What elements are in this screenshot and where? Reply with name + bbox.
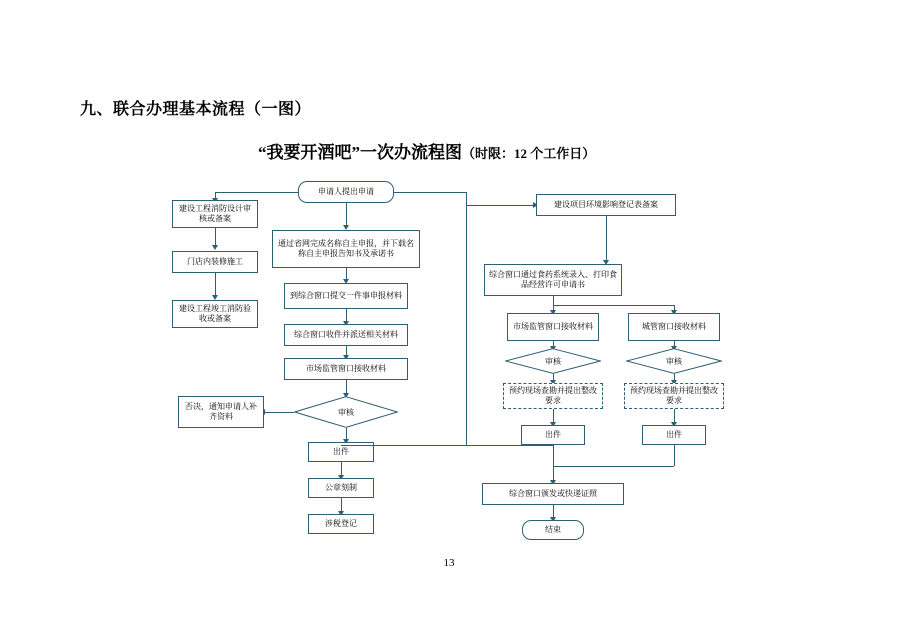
edge-apply-to-name-declaration bbox=[346, 203, 347, 226]
edge-seal-to-tax bbox=[341, 498, 342, 512]
edge-issue-city-down bbox=[674, 445, 675, 466]
node-window-dispatch: 综合窗口收件并派送相关材料 bbox=[284, 324, 408, 346]
node-issue-market: 出件 bbox=[521, 425, 585, 445]
center-review-label: 审核 bbox=[338, 407, 354, 417]
arrow-to-decoration bbox=[212, 245, 218, 250]
node-env-impact-record: 建设项目环境影响登记表备案 bbox=[536, 194, 676, 216]
edge-apply-to-env-h bbox=[394, 192, 466, 193]
node-issue-city: 出件 bbox=[642, 425, 706, 445]
node-seal-engraving: 公章刻制 bbox=[308, 478, 374, 498]
node-apply-start: 申请人提出申请 bbox=[298, 181, 394, 203]
flowchart-title-timelimit: （时限：12 个工作日） bbox=[462, 146, 596, 161]
edge-center-issue-to-right-h2 bbox=[466, 445, 553, 446]
edge-apply-to-fire-design-h bbox=[215, 192, 298, 193]
edge-env-to-food-system bbox=[606, 216, 607, 261]
edge-food-system-split-v bbox=[553, 296, 554, 305]
page-number: 13 bbox=[443, 557, 455, 569]
node-fire-design-review: 建设工程消防设计审核或备案 bbox=[172, 200, 258, 228]
node-market-window-receive: 市场监管窗口接收材料 bbox=[284, 358, 408, 380]
node-store-decoration: 门店内装修施工 bbox=[172, 251, 258, 273]
edge-food-system-split-h bbox=[553, 305, 674, 306]
node-city-admin-window-receive: 城管窗口接收材料 bbox=[628, 313, 720, 341]
node-center-review bbox=[294, 396, 398, 428]
edge-market-receive-to-review bbox=[346, 380, 347, 394]
node-fire-acceptance: 建设工程竣工消防验收或备案 bbox=[172, 300, 258, 328]
edge-survey-to-issue-right bbox=[674, 409, 675, 423]
edge-issue-city-merge-h bbox=[553, 466, 674, 467]
edge-review-to-reject bbox=[265, 412, 294, 413]
node-name-declaration: 通过省网完成名称自主申报，并下载名称自主申报告知书及承诺书 bbox=[272, 230, 420, 268]
node-food-license-entry: 综合窗口通过食药系统录入、打印食品经营许可申请书 bbox=[484, 264, 622, 296]
node-deliver-certificate: 综合窗口颁发或快递证照 bbox=[482, 483, 624, 505]
edge-issue-market-down bbox=[553, 445, 554, 481]
review-market-right-label: 审核 bbox=[545, 356, 561, 366]
edge-survey-to-issue-left bbox=[553, 409, 554, 423]
node-end: 结束 bbox=[522, 520, 584, 540]
node-issue-center: 出件 bbox=[308, 442, 374, 462]
review-city-admin-label: 审核 bbox=[666, 356, 682, 366]
flowchart-title bbox=[258, 138, 595, 163]
node-reject-notice: 否决，通知申请人补齐资料 bbox=[178, 396, 264, 428]
edge-issue-to-seal bbox=[341, 462, 342, 476]
node-submit-materials: 到综合窗口提交一件事申报材料 bbox=[284, 283, 408, 309]
node-site-survey-city: 预约现场查勘并提出整改要求 bbox=[624, 383, 724, 409]
node-review-city-admin bbox=[626, 348, 722, 374]
flowchart-title-main: “我要开酒吧”一次办流程图 bbox=[258, 143, 462, 162]
node-site-survey-market: 预约现场查勘并提出整改要求 bbox=[503, 383, 603, 409]
edge-center-issue-to-right-h bbox=[341, 445, 466, 446]
node-market-window-receive-right: 市场监管窗口接收材料 bbox=[507, 313, 599, 341]
edge-env-top-h bbox=[466, 205, 535, 206]
edge-decoration-to-fire-acceptance bbox=[215, 273, 216, 296]
edge-fire-design-to-decoration bbox=[215, 228, 216, 246]
node-tax-registration: 涉税登记 bbox=[308, 514, 374, 534]
page-section-heading: 九、联合办理基本流程（一图） bbox=[80, 101, 312, 118]
node-review-market-right bbox=[505, 348, 601, 374]
edge-apply-to-env-v bbox=[466, 192, 467, 445]
